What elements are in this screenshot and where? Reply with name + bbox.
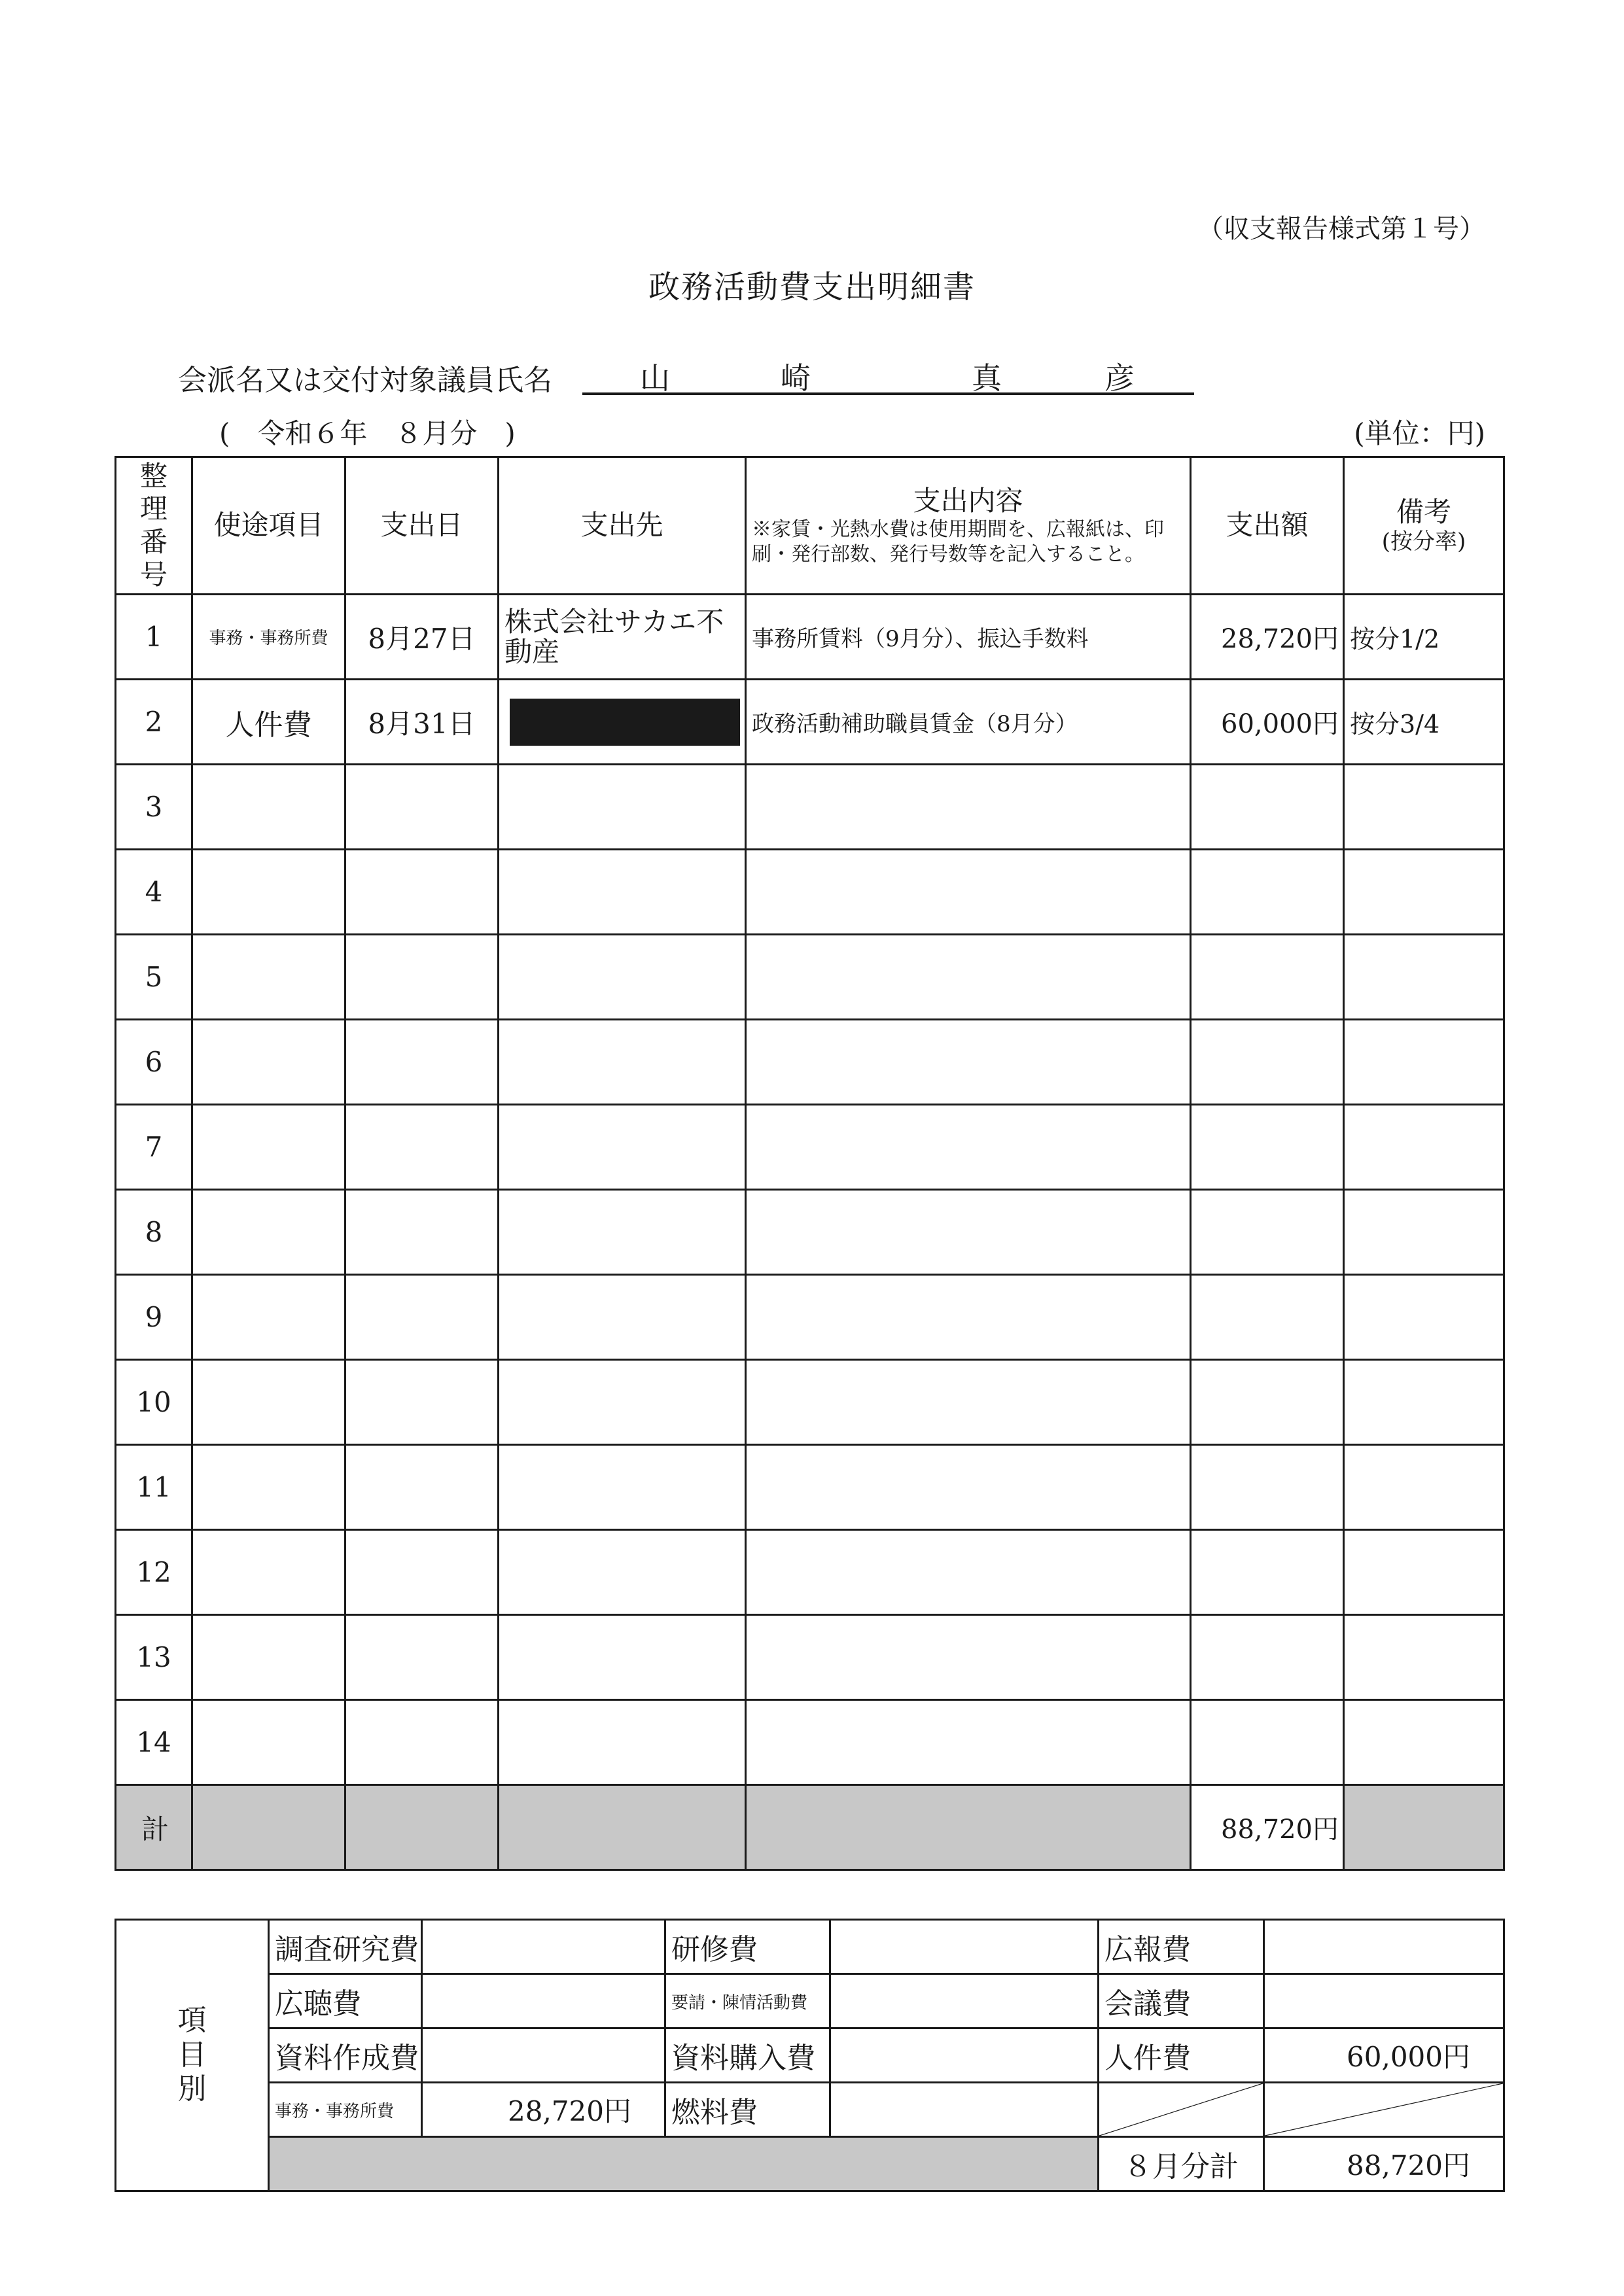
header-note-sub: (按分率) — [1381, 529, 1466, 555]
row-content — [746, 850, 1191, 935]
row-payee: 株式会社サカエ不動産 — [499, 595, 746, 680]
row-number: 10 — [116, 1360, 192, 1445]
table-row — [116, 1360, 1504, 1445]
row-category — [192, 1615, 345, 1700]
summary-row — [116, 2028, 1504, 2083]
total-amount: 88,720円 — [1191, 1785, 1344, 1870]
table-row — [116, 1190, 1504, 1275]
row-date: 8月27日 — [345, 595, 499, 680]
row-amount — [1191, 765, 1344, 850]
row-number: 13 — [116, 1615, 192, 1700]
diagonal-struck-cell — [1264, 2083, 1504, 2137]
table-header-row — [116, 457, 1504, 595]
row-category: 事務・事務所費 — [192, 595, 345, 680]
row-amount: 60,000円 — [1191, 680, 1344, 765]
row-amount — [1191, 1700, 1344, 1785]
row-note: 按分1/2 — [1344, 595, 1504, 680]
row-amount — [1191, 1020, 1344, 1105]
summary-value-materials-purchase — [830, 2028, 1099, 2083]
summary-label-materials-creation: 資料作成費 — [269, 2028, 422, 2083]
total-label: 計 — [116, 1785, 192, 1870]
summary-label-materials-purchase: 資料購入費 — [665, 2028, 830, 2083]
row-date — [345, 765, 499, 850]
summary-value-petition — [830, 1974, 1099, 2028]
row-content — [746, 1275, 1191, 1360]
row-number: 12 — [116, 1530, 192, 1615]
row-number: 4 — [116, 850, 192, 935]
row-payee — [499, 1360, 746, 1445]
row-category — [192, 1190, 345, 1275]
row-note — [1344, 1530, 1504, 1615]
header-payee: 支出先 — [499, 457, 746, 595]
summary-label-hearing: 広聴費 — [269, 1974, 422, 2028]
row-note — [1344, 1020, 1504, 1105]
total-shaded-cell — [746, 1785, 1191, 1870]
row-amount — [1191, 1445, 1344, 1530]
row-amount: 28,720円 — [1191, 595, 1344, 680]
row-note — [1344, 1105, 1504, 1190]
report-period: ( 令和６年 ８月分 ) — [219, 417, 516, 449]
member-label: 会派名又は交付対象議員氏名 — [178, 364, 552, 397]
row-number: 5 — [116, 935, 192, 1020]
table-row — [116, 1530, 1504, 1615]
table-row — [116, 680, 1504, 765]
row-category — [192, 1020, 345, 1105]
row-number: 7 — [116, 1105, 192, 1190]
table-row — [116, 1615, 1504, 1700]
table-row — [116, 765, 1504, 850]
summary-label-office: 事務・事務所費 — [269, 2083, 422, 2137]
row-payee — [499, 1530, 746, 1615]
row-number: 14 — [116, 1700, 192, 1785]
table-row — [116, 1020, 1504, 1105]
table-row — [116, 1700, 1504, 1785]
row-note — [1344, 1615, 1504, 1700]
row-amount — [1191, 1190, 1344, 1275]
row-date — [345, 1530, 499, 1615]
expense-table — [115, 456, 1505, 1871]
member-name-char: 真 — [972, 360, 1002, 396]
member-name-char: 彦 — [1104, 360, 1135, 396]
table-row — [116, 1275, 1504, 1360]
header-note — [1344, 457, 1504, 595]
row-note — [1344, 935, 1504, 1020]
summary-value-materials-creation — [422, 2028, 665, 2083]
row-amount — [1191, 1360, 1344, 1445]
header-content — [746, 457, 1191, 595]
row-content: 事務所賃料（9月分）、振込手数料 — [746, 595, 1191, 680]
summary-label-research: 調査研究費 — [269, 1920, 422, 1974]
summary-row — [116, 2083, 1504, 2137]
row-date — [345, 1615, 499, 1700]
row-category: 人件費 — [192, 680, 345, 765]
row-category — [192, 1445, 345, 1530]
row-amount — [1191, 1530, 1344, 1615]
row-number: 8 — [116, 1190, 192, 1275]
summary-value-meeting — [1264, 1974, 1504, 2028]
table-row — [116, 935, 1504, 1020]
row-payee — [499, 1190, 746, 1275]
table-row — [116, 595, 1504, 680]
row-number: 1 — [116, 595, 192, 680]
row-amount — [1191, 1275, 1344, 1360]
total-row — [116, 1785, 1504, 1870]
row-payee — [499, 765, 746, 850]
table-row — [116, 1445, 1504, 1530]
row-payee — [499, 1020, 746, 1105]
total-shaded-cell — [1344, 1785, 1504, 1870]
header-category: 使途項目 — [192, 457, 345, 595]
summary-value-fuel — [830, 2083, 1099, 2137]
row-payee-redacted — [499, 680, 746, 765]
summary-value-hearing — [422, 1974, 665, 2028]
row-note — [1344, 1275, 1504, 1360]
diagonal-line — [1265, 2083, 1503, 2136]
row-date — [345, 1700, 499, 1785]
row-content — [746, 765, 1191, 850]
row-amount — [1191, 1615, 1344, 1700]
redaction-block — [510, 699, 740, 746]
row-note — [1344, 850, 1504, 935]
diagonal-struck-cell — [1099, 2083, 1264, 2137]
row-payee — [499, 1275, 746, 1360]
row-category — [192, 1530, 345, 1615]
row-content — [746, 935, 1191, 1020]
summary-label-personnel: 人件費 — [1099, 2028, 1264, 2083]
row-number: 11 — [116, 1445, 192, 1530]
row-category — [192, 1105, 345, 1190]
row-payee — [499, 1700, 746, 1785]
summary-value-publicity — [1264, 1920, 1504, 1974]
row-content — [746, 1530, 1191, 1615]
row-amount — [1191, 1105, 1344, 1190]
row-payee — [499, 1445, 746, 1530]
summary-label-training: 研修費 — [665, 1920, 830, 1974]
unit-label: (単位：円) — [1354, 417, 1485, 449]
row-note: 按分3/4 — [1344, 680, 1504, 765]
row-date — [345, 850, 499, 935]
row-date — [345, 1105, 499, 1190]
diagonal-line — [1099, 2083, 1263, 2136]
summary-value-research — [422, 1920, 665, 1974]
row-note — [1344, 1445, 1504, 1530]
summary-value-office: 28,720円 — [422, 2083, 665, 2137]
summary-label-publicity: 広報費 — [1099, 1920, 1264, 1974]
row-note — [1344, 1360, 1504, 1445]
row-date: 8月31日 — [345, 680, 499, 765]
row-date — [345, 1275, 499, 1360]
month-total-label: ８月分計 — [1099, 2137, 1264, 2191]
form-number: （収支報告様式第１号） — [1197, 214, 1485, 244]
row-payee — [499, 1615, 746, 1700]
row-amount — [1191, 850, 1344, 935]
total-shaded-cell — [345, 1785, 499, 1870]
row-number: 2 — [116, 680, 192, 765]
summary-value-personnel: 60,000円 — [1264, 2028, 1504, 2083]
row-content — [746, 1190, 1191, 1275]
summary-row — [116, 1974, 1504, 2028]
row-category — [192, 1360, 345, 1445]
row-content — [746, 1700, 1191, 1785]
summary-label-fuel: 燃料費 — [665, 2083, 830, 2137]
row-note — [1344, 1190, 1504, 1275]
header-number: 整理番号 — [116, 457, 192, 595]
summary-label-meeting: 会議費 — [1099, 1974, 1264, 2028]
total-shaded-cell — [192, 1785, 345, 1870]
row-note — [1344, 765, 1504, 850]
header-amount: 支出額 — [1191, 457, 1344, 595]
row-content: 政務活動補助職員賃金（8月分） — [746, 680, 1191, 765]
row-category — [192, 1700, 345, 1785]
row-number: 6 — [116, 1020, 192, 1105]
header-content-title: 支出内容 — [913, 484, 1023, 517]
category-summary-table — [115, 1919, 1505, 2192]
month-total-value: 88,720円 — [1264, 2137, 1504, 2191]
row-content — [746, 1445, 1191, 1530]
header-note-title: 備考 — [1396, 495, 1451, 528]
row-category — [192, 1275, 345, 1360]
total-shaded-cell — [499, 1785, 746, 1870]
row-date — [345, 1445, 499, 1530]
row-date — [345, 1020, 499, 1105]
row-content — [746, 1615, 1191, 1700]
summary-shaded-cell — [269, 2137, 1099, 2191]
row-date — [345, 1360, 499, 1445]
row-payee — [499, 1105, 746, 1190]
row-date — [345, 1190, 499, 1275]
member-name-char: 山 — [640, 360, 670, 396]
header-content-note: ※家賃・光熱水費は使用期間を、広報紙は、印刷・発行部数、発行号数等を記入すること。 — [752, 518, 1164, 566]
table-row — [116, 850, 1504, 935]
row-number: 9 — [116, 1275, 192, 1360]
summary-row — [116, 1920, 1504, 1974]
member-name-field — [582, 353, 1194, 395]
table-row — [116, 1105, 1504, 1190]
row-category — [192, 850, 345, 935]
row-note — [1344, 1700, 1504, 1785]
member-name-char: 崎 — [781, 360, 811, 396]
document-title: 政務活動費支出明細書 — [648, 269, 976, 305]
summary-section-label: 項目別 — [116, 1920, 269, 2191]
row-amount — [1191, 935, 1344, 1020]
row-category — [192, 765, 345, 850]
row-date — [345, 935, 499, 1020]
summary-total-row — [116, 2137, 1504, 2191]
row-content — [746, 1105, 1191, 1190]
row-number: 3 — [116, 765, 192, 850]
row-payee — [499, 850, 746, 935]
row-content — [746, 1020, 1191, 1105]
row-category — [192, 935, 345, 1020]
summary-value-training — [830, 1920, 1099, 1974]
summary-label-petition: 要請・陳情活動費 — [665, 1974, 830, 2028]
row-content — [746, 1360, 1191, 1445]
row-payee — [499, 935, 746, 1020]
header-date: 支出日 — [345, 457, 499, 595]
